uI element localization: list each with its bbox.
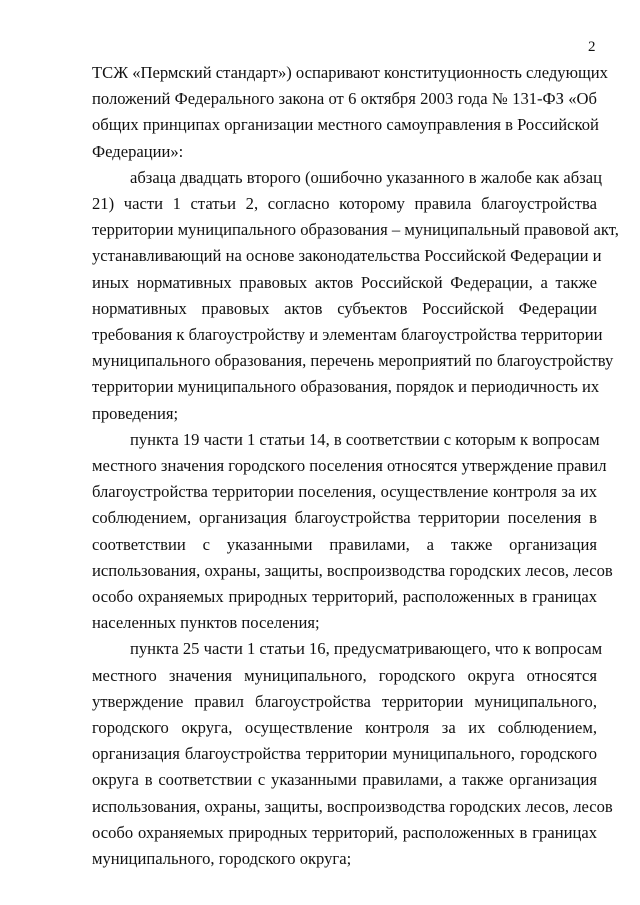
paragraph-line: местного значения муниципального, городского округа относятся [92, 665, 597, 685]
paragraph-line: населенных пунктов поселения; [92, 613, 320, 633]
paragraph-line: особо охраняемых природных территорий, расположенных в границах [92, 822, 597, 842]
paragraph-line: требования к благоустройству и элементам благоустройства территории [92, 325, 603, 344]
paragraph-line: Федерации»: [92, 141, 184, 161]
paragraph-line: использования, охраны, защиты, воспроизводства городских лесов, лесов [92, 796, 613, 816]
paragraph-line: нормативных правовых актов субъектов Российской Федерации [92, 298, 597, 318]
paragraph-line: организация благоустройства территории муниципального, городского [92, 744, 597, 764]
paragraph-line: территории муниципального образования – муниципальный правовой акт, [92, 220, 619, 240]
paragraph-line: устанавливающий на основе законодательства Российской Федерации и [92, 246, 602, 266]
paragraph-line: иных нормативных правовых актов Российской Федерации, а также [92, 272, 597, 292]
paragraph-line: территории муниципального образования, порядок и периодичность их [92, 377, 600, 397]
paragraph-line: соблюдением, организация благоустройства территории поселения в [92, 508, 597, 528]
paragraph-line: муниципального, городского округа; [92, 849, 352, 868]
paragraph-line: особо охраняемых природных территорий, расположенных в границах [92, 587, 597, 606]
paragraph-line: проведения; [92, 403, 179, 423]
page-number: 2 [588, 39, 596, 55]
paragraph-line: соответствии с указанными правилами, а также организация [92, 534, 597, 554]
paragraph-line: городского округа, осуществление контроля за их соблюдением, [92, 718, 597, 737]
paragraph-line: положений Федерального закона от 6 октября 2003 года № 131-ФЗ «Об [92, 89, 597, 109]
paragraph-line: ТСЖ «Пермский стандарт») оспаривают конституционность следующих [92, 63, 608, 82]
paragraph-line: общих принципах организации местного самоуправления в Российской [92, 115, 599, 135]
paragraph-line: благоустройства территории поселения, осуществление контроля за их [92, 482, 597, 502]
paragraph-first-line: пункта 19 части 1 статьи 14, в соответствии с которым к вопросам [130, 429, 600, 449]
paragraph-line: утверждение правил благоустройства территории муниципального, [92, 691, 597, 711]
paragraph-first-line: пункта 25 части 1 статьи 16, предусматривающего, что к вопросам [130, 639, 603, 659]
paragraph-line: муниципального образования, перечень мероприятий по благоустройству [92, 351, 614, 371]
paragraph-line: местного значения городского поселения относятся утверждение правил [92, 456, 607, 475]
paragraph-line: использования, охраны, защиты, воспроизводства городских лесов, лесов [92, 560, 613, 580]
paragraph-line: 21) части 1 статьи 2, согласно которому правила благоустройства [92, 194, 597, 213]
paragraph-first-line: абзаца двадцать второго (ошибочно указанного в жалобе как абзац [130, 167, 602, 187]
paragraph-line: округа в соответствии с указанными правилами, а также организация [92, 770, 597, 790]
